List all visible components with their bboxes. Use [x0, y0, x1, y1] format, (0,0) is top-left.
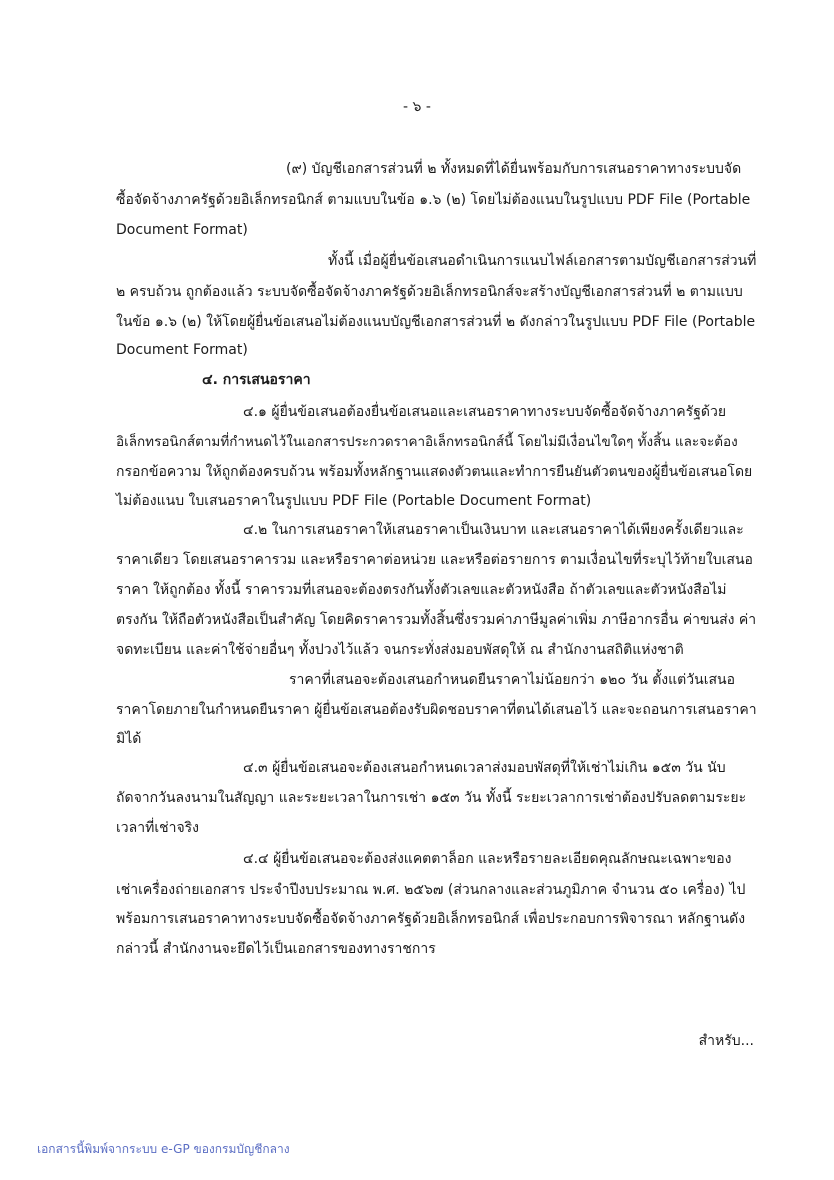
para-4-2-line-1: ๔.๒ ในการเสนอราคาให้เสนอราคาเป็นเงินบาท และเสนอราคาได้เพียงครั้งเดียวและ [243, 522, 744, 538]
para-4-4-line-3: พร้อมการเสนอราคาทางระบบจัดซื้อจัดจ้างภาครัฐด้วยอิเล็กทรอนิกส์ เพื่อประกอบการพิจารณา หลักฐานดัง [116, 911, 746, 927]
para-note-line-3: ในข้อ ๑.๖ (๒) ให้โดยผู้ยื่นข้อเสนอไม่ต้องแนบบัญชีเอกสารส่วนที่ ๒ ดังกล่าวในรูปแบบ PDF File (Portable [116, 314, 756, 330]
para-4-3-line-2: ถัดจากวันลงนามในสัญญา และระยะเวลาในการเช่า ๑๕๓ วัน ทั้งนี้ ระยะเวลาการเช่าต้องปรับลดตามระยะ [116, 790, 747, 806]
para-4-2b-line-1: ราคาที่เสนอจะต้องเสนอกำหนดยืนราคาไม่น้อยกว่า ๑๒๐ วัน ตั้งแต่วันเสนอ [289, 672, 735, 688]
section-heading: ๔. การเสนอราคา [202, 372, 311, 388]
page-number: - ๖ - [403, 99, 431, 115]
para-4-2-line-3: ราคา ให้ถูกต้อง ทั้งนี้ ราคารวมที่เสนอจะต้องตรงกันทั้งตัวเลขและตัวหนังสือ ถ้าตัวเลขและตัวหนังสือไม่ [116, 582, 727, 598]
para-4-1-line-3: กรอกข้อความ ให้ถูกต้องครบถ้วน พร้อมทั้งหลักฐานแสดงตัวตนและทำการยืนยันตัวตนของผู้ยื่นข้อเสนอโดย [116, 464, 753, 480]
para-9-line-3: Document Format) [116, 222, 248, 238]
footer-egp-note: เอกสารนี้พิมพ์จากระบบ e-GP ของกรมบัญชีกลาง [37, 1142, 290, 1156]
para-4-4-line-2: เช่าเครื่องถ่ายเอกสาร ประจำปีงบประมาณ พ.ศ. ๒๕๖๗ (ส่วนกลางและส่วนภูมิภาค จำนวน ๕๐ เครื่อง) ไป [116, 882, 746, 898]
para-4-2-line-4: ตรงกัน ให้ถือตัวหนังสือเป็นสำคัญ โดยคิดราคารวมทั้งสิ้นซึ่งรวมค่าภาษีมูลค่าเพิ่ม ภาษีอากรอื่น ค่าขนส่ง ค่า [116, 612, 757, 628]
para-4-3-line-3: เวลาที่เช่าจริง [116, 820, 200, 836]
continuation-text: สำหรับ... [698, 1033, 754, 1049]
para-note-line-2: ๒ ครบถ้วน ถูกต้องแล้ว ระบบจัดซื้อจัดจ้างภาครัฐด้วยอิเล็กทรอนิกส์จะสร้างบัญชีเอกสารส่วนที่ ๒ ตามแบบ [116, 284, 743, 300]
para-4-4-line-1: ๔.๔ ผู้ยื่นข้อเสนอจะต้องส่งแคตตาล็อก และหรือรายละเอียดคุณลักษณะเฉพาะของ [243, 851, 732, 867]
para-note-line-4: Document Format) [116, 342, 248, 358]
para-4-2-line-2: ราคาเดียว โดยเสนอราคารวม และหรือราคาต่อหน่วย และหรือต่อรายการ ตามเงื่อนไขที่ระบุไว้ท้ายใบเสนอ [116, 552, 753, 568]
para-4-2b-line-2: ราคาโดยภายในกำหนดยืนราคา ผู้ยื่นข้อเสนอต้องรับผิดชอบราคาที่ตนได้เสนอไว้ และจะถอนการเสนอราคา [116, 702, 757, 718]
para-9-line-1: (๙) บัญชีเอกสารส่วนที่ ๒ ทั้งหมดที่ได้ยื่นพร้อมกับการเสนอราคาทางระบบจัด [286, 161, 742, 177]
para-4-1-line-1: ๔.๑ ผู้ยื่นข้อเสนอต้องยื่นข้อเสนอและเสนอราคาทางระบบจัดซื้อจัดจ้างภาครัฐด้วย [243, 404, 727, 420]
para-note-line-1: ทั้งนี้ เมื่อผู้ยื่นข้อเสนอดำเนินการแนบไฟล์เอกสารตามบัญชีเอกสารส่วนที่ [328, 253, 757, 269]
para-4-2b-line-3: มิได้ [116, 731, 142, 747]
para-9-line-2: ซื้อจัดจ้างภาครัฐด้วยอิเล็กทรอนิกส์ ตามแบบในข้อ ๑.๖ (๒) โดยไม่ต้องแนบในรูปแบบ PDF File (Portable [116, 192, 751, 208]
para-4-2-line-5: จดทะเบียน และค่าใช้จ่ายอื่นๆ ทั้งปวงไว้แล้ว จนกระทั่งส่งมอบพัสดุให้ ณ สำนักงานสถิติแห่งชาติ [116, 642, 684, 658]
para-4-4-line-4: กล่าวนี้ สำนักงานจะยึดไว้เป็นเอกสารของทางราชการ [116, 941, 436, 957]
para-4-3-line-1: ๔.๓ ผู้ยื่นข้อเสนอจะต้องเสนอกำหนดเวลาส่งมอบพัสดุที่ให้เช่าไม่เกิน ๑๕๓ วัน นับ [243, 760, 726, 776]
para-4-1-line-4: ไม่ต้องแนบ ใบเสนอราคาในรูปแบบ PDF File (Portable Document Format) [116, 493, 592, 509]
para-4-1-line-2: อิเล็กทรอนิกส์ตามที่กำหนดไว้ในเอกสารประกวดราคาอิเล็กทรอนิกส์นี้ โดยไม่มีเงื่อนไขใดๆ ทั้งสิ้น และจะต้อง [116, 434, 738, 450]
